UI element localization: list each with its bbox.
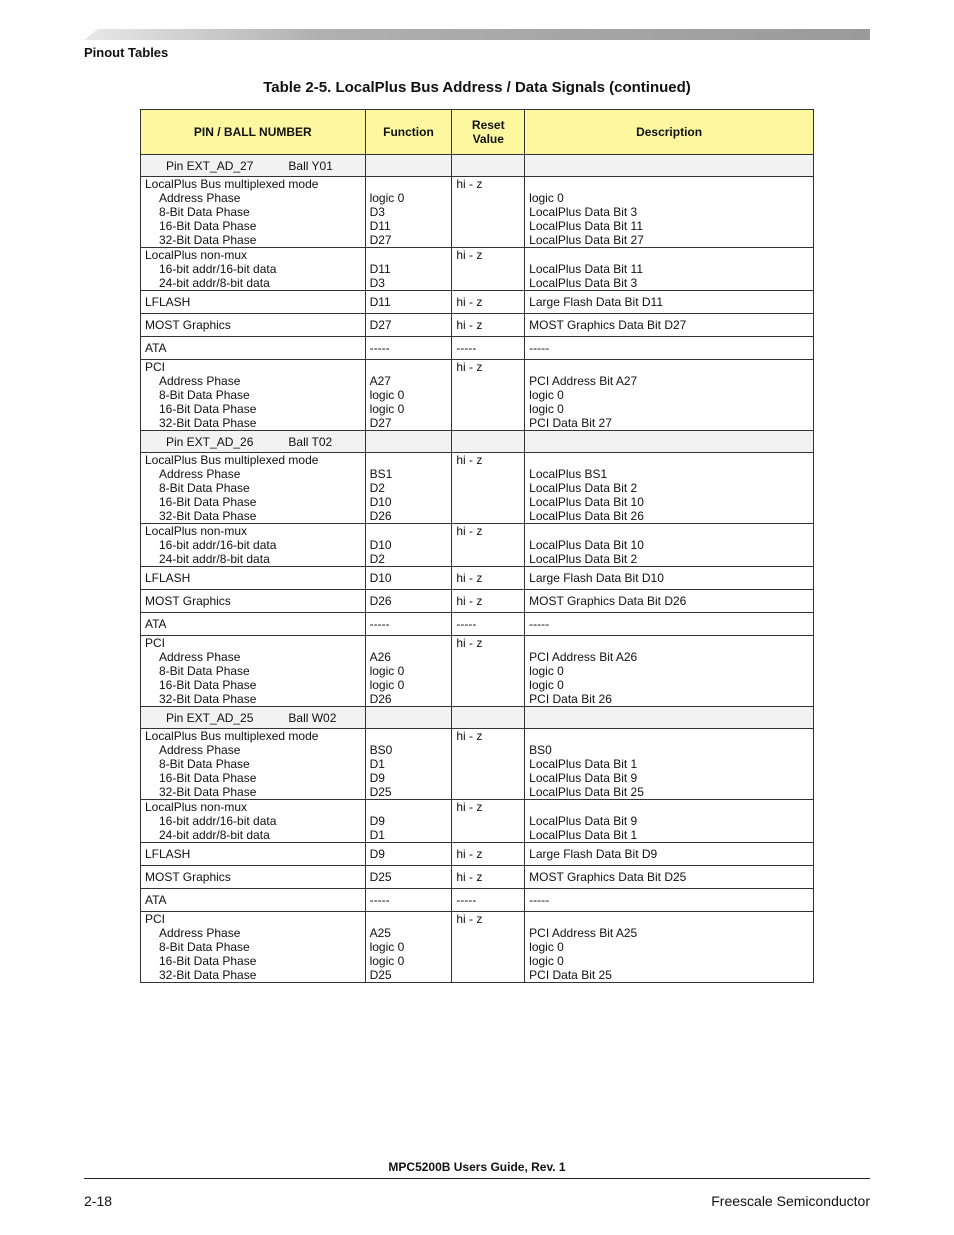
spacer <box>370 524 448 538</box>
description-text: LocalPlus Data Bit 25 <box>529 785 644 799</box>
mode-label: PCI <box>145 360 166 374</box>
mode-label: LocalPlus non-mux <box>145 800 248 814</box>
function-value: D26 <box>369 692 392 706</box>
footer-guide-title: MPC5200B Users Guide, Rev. 1 <box>388 1160 566 1174</box>
mode-label: PCI <box>145 636 166 650</box>
description-text: logic 0 <box>529 954 564 968</box>
table-caption: Table 2-5. LocalPlus Bus Address / Data Signals (continued) <box>263 79 691 96</box>
phase-label: 8-Bit Data Phase <box>159 205 250 219</box>
description-text: PCI Data Bit 26 <box>529 692 612 706</box>
function-value: D25 <box>369 870 392 884</box>
col-header-description: Description <box>525 110 814 155</box>
function-value: logic 0 <box>369 954 405 968</box>
mode-cell <box>141 590 366 613</box>
function-value: D26 <box>369 594 392 608</box>
mode-label: LFLASH <box>145 571 191 585</box>
table-row <box>141 177 814 248</box>
function-value: logic 0 <box>369 940 405 954</box>
table-row <box>141 248 814 291</box>
phase-label: Address Phase <box>159 926 241 940</box>
empty-cell <box>365 707 452 729</box>
reset-cell <box>452 360 525 431</box>
reset-cell <box>452 866 525 889</box>
footer-divider <box>84 1178 870 1179</box>
description-text: LocalPlus Data Bit 10 <box>529 495 644 509</box>
spacer <box>529 800 809 814</box>
description-text: BS0 <box>529 743 552 757</box>
pin-ball-cell <box>141 431 366 453</box>
header-bar <box>84 29 870 40</box>
function-value: logic 0 <box>369 664 405 678</box>
phase-label: 32-Bit Data Phase <box>159 233 257 247</box>
function-value: D3 <box>369 276 385 290</box>
reset-cell <box>452 889 525 912</box>
description-text: LocalPlus Data Bit 27 <box>529 233 644 247</box>
function-value: D25 <box>369 968 392 982</box>
empty-cell <box>525 707 814 729</box>
function-value: D10 <box>369 571 392 585</box>
function-cell <box>365 360 452 431</box>
description-cell <box>525 360 814 431</box>
function-cell <box>365 800 452 843</box>
description-cell <box>525 337 814 360</box>
reset-value: hi - z <box>456 360 483 374</box>
description-cell <box>525 866 814 889</box>
table-row <box>141 889 814 912</box>
function-value: D9 <box>369 814 385 828</box>
mode-cell <box>141 524 366 567</box>
spacer <box>370 912 448 926</box>
mode-label: LocalPlus Bus multiplexed mode <box>145 729 319 743</box>
description-text: logic 0 <box>529 402 564 416</box>
description-text: LocalPlus Data Bit 3 <box>529 205 638 219</box>
description-text: Large Flash Data Bit D10 <box>529 571 664 585</box>
phase-label: 32-Bit Data Phase <box>159 509 257 523</box>
reset-cell <box>452 912 525 983</box>
mode-cell <box>141 567 366 590</box>
reset-cell <box>452 524 525 567</box>
empty-cell <box>365 431 452 453</box>
mode-label: LocalPlus non-mux <box>145 248 248 262</box>
phase-label: 8-Bit Data Phase <box>159 940 250 954</box>
function-value: logic 0 <box>369 388 405 402</box>
description-cell <box>525 248 814 291</box>
mode-cell <box>141 800 366 843</box>
phase-label: 8-Bit Data Phase <box>159 481 250 495</box>
mode-cell <box>141 889 366 912</box>
table-row <box>141 590 814 613</box>
spacer <box>529 453 809 467</box>
function-value: D2 <box>369 552 385 566</box>
description-text: PCI Address Bit A25 <box>529 926 638 940</box>
mode-cell <box>141 613 366 636</box>
reset-value: hi - z <box>456 800 483 814</box>
spacer <box>529 177 809 191</box>
reset-value: hi - z <box>456 594 483 608</box>
empty-cell <box>525 155 814 177</box>
table-header-row <box>141 110 814 155</box>
mode-label: PCI <box>145 912 166 926</box>
function-cell <box>365 912 452 983</box>
phase-label: 32-Bit Data Phase <box>159 785 257 799</box>
description-text: ----- <box>529 893 550 907</box>
mode-label: ATA <box>145 893 167 907</box>
description-cell <box>525 453 814 524</box>
pin-header-row <box>141 431 814 453</box>
phase-label: 16-bit addr/16-bit data <box>159 814 277 828</box>
function-value: D27 <box>369 318 392 332</box>
mode-label: LFLASH <box>145 295 191 309</box>
table-row <box>141 843 814 866</box>
function-cell <box>365 291 452 314</box>
mode-cell <box>141 843 366 866</box>
description-text: LocalPlus Data Bit 1 <box>529 828 638 842</box>
function-cell <box>365 729 452 800</box>
reset-cell <box>452 613 525 636</box>
phase-label: Address Phase <box>159 374 241 388</box>
signals-table <box>140 109 814 983</box>
mode-label: LocalPlus non-mux <box>145 524 248 538</box>
description-text: PCI Address Bit A26 <box>529 650 638 664</box>
description-text: LocalPlus Data Bit 2 <box>529 552 638 566</box>
table-row <box>141 866 814 889</box>
reset-value: ----- <box>456 893 477 907</box>
description-cell <box>525 889 814 912</box>
description-text: LocalPlus Data Bit 11 <box>529 262 644 276</box>
function-value: D10 <box>369 495 392 509</box>
description-cell <box>525 291 814 314</box>
reset-value: hi - z <box>456 248 483 262</box>
pin-header-row <box>141 707 814 729</box>
mode-label: MOST Graphics <box>145 318 231 332</box>
empty-cell <box>452 431 525 453</box>
phase-label: 16-bit addr/16-bit data <box>159 262 277 276</box>
reset-value: ----- <box>456 341 477 355</box>
function-value: A25 <box>369 926 391 940</box>
description-cell <box>525 177 814 248</box>
empty-cell <box>365 155 452 177</box>
page-number: 2-18 <box>84 1193 113 1209</box>
reset-cell <box>452 177 525 248</box>
function-cell <box>365 337 452 360</box>
col-header-reset <box>452 110 525 155</box>
spacer <box>529 360 809 374</box>
description-text: Large Flash Data Bit D11 <box>529 295 664 309</box>
reset-value: ----- <box>456 617 477 631</box>
phase-label: Address Phase <box>159 743 241 757</box>
reset-value: hi - z <box>456 870 483 884</box>
description-text: PCI Data Bit 25 <box>529 968 612 982</box>
reset-cell <box>452 337 525 360</box>
ball-label: Ball W02 <box>288 710 337 725</box>
reset-cell <box>452 453 525 524</box>
col-header-reset-label: Reset Value <box>471 118 505 146</box>
function-value: logic 0 <box>369 191 405 205</box>
function-value: ----- <box>369 617 390 631</box>
spacer <box>370 248 448 262</box>
phase-label: Address Phase <box>159 650 241 664</box>
reset-value: hi - z <box>456 636 483 650</box>
empty-cell <box>452 707 525 729</box>
function-cell <box>365 866 452 889</box>
reset-value: hi - z <box>456 571 483 585</box>
mode-cell <box>141 912 366 983</box>
description-cell <box>525 590 814 613</box>
mode-cell <box>141 314 366 337</box>
spacer <box>370 453 448 467</box>
phase-label: 16-bit addr/16-bit data <box>159 538 277 552</box>
reset-value: hi - z <box>456 912 483 926</box>
function-value: D27 <box>369 416 392 430</box>
reset-value: hi - z <box>456 295 483 309</box>
reset-value: hi - z <box>456 453 483 467</box>
description-text: LocalPlus Data Bit 9 <box>529 771 638 785</box>
phase-label: 16-Bit Data Phase <box>159 495 257 509</box>
table-row <box>141 800 814 843</box>
description-cell <box>525 314 814 337</box>
phase-label: 32-Bit Data Phase <box>159 416 257 430</box>
description-text: PCI Data Bit 27 <box>529 416 612 430</box>
reset-value: hi - z <box>456 318 483 332</box>
ball-label: Ball Y01 <box>288 158 333 173</box>
table-row <box>141 360 814 431</box>
reset-cell <box>452 291 525 314</box>
pin-ball-cell <box>141 707 366 729</box>
function-value: A27 <box>369 374 391 388</box>
reset-value: hi - z <box>456 177 483 191</box>
function-cell <box>365 453 452 524</box>
spacer <box>529 729 809 743</box>
phase-label: 16-Bit Data Phase <box>159 219 257 233</box>
spacer <box>529 912 809 926</box>
description-text: logic 0 <box>529 678 564 692</box>
company-name: Freescale Semiconductor <box>711 1193 870 1209</box>
description-text: logic 0 <box>529 388 564 402</box>
description-text: LocalPlus BS1 <box>529 467 608 481</box>
description-cell <box>525 800 814 843</box>
function-value: A26 <box>369 650 391 664</box>
function-value: logic 0 <box>369 402 405 416</box>
spacer <box>370 636 448 650</box>
table-row <box>141 912 814 983</box>
mode-label: LocalPlus Bus multiplexed mode <box>145 453 319 467</box>
table-row <box>141 337 814 360</box>
reset-cell <box>452 567 525 590</box>
phase-label: 24-bit addr/8-bit data <box>159 552 270 566</box>
function-value: D3 <box>369 205 385 219</box>
description-cell <box>525 729 814 800</box>
phase-label: 16-Bit Data Phase <box>159 954 257 968</box>
description-text: PCI Address Bit A27 <box>529 374 638 388</box>
description-text: Large Flash Data Bit D9 <box>529 847 658 861</box>
description-text: ----- <box>529 617 550 631</box>
description-text: logic 0 <box>529 191 564 205</box>
table-row <box>141 453 814 524</box>
phase-label: 16-Bit Data Phase <box>159 402 257 416</box>
mode-label: MOST Graphics <box>145 870 231 884</box>
col-header-function: Function <box>365 110 452 155</box>
description-text: ----- <box>529 341 550 355</box>
description-cell <box>525 843 814 866</box>
table-row <box>141 567 814 590</box>
description-cell <box>525 567 814 590</box>
description-text: LocalPlus Data Bit 11 <box>529 219 644 233</box>
function-value: ----- <box>369 341 390 355</box>
mode-cell <box>141 337 366 360</box>
description-cell <box>525 613 814 636</box>
phase-label: 32-Bit Data Phase <box>159 968 257 982</box>
description-cell <box>525 912 814 983</box>
description-text: logic 0 <box>529 940 564 954</box>
reset-cell <box>452 314 525 337</box>
function-cell <box>365 590 452 613</box>
pin-header-row <box>141 155 814 177</box>
mode-cell <box>141 177 366 248</box>
function-value: D11 <box>369 219 391 233</box>
pin-label: Pin EXT_AD_25 <box>166 710 254 725</box>
reset-cell <box>452 843 525 866</box>
table-row <box>141 524 814 567</box>
function-value: ----- <box>369 893 390 907</box>
function-cell <box>365 177 452 248</box>
phase-label: 32-Bit Data Phase <box>159 692 257 706</box>
function-cell <box>365 843 452 866</box>
spacer <box>529 248 809 262</box>
function-value: D27 <box>369 233 392 247</box>
mode-label: MOST Graphics <box>145 594 231 608</box>
reset-cell <box>452 636 525 707</box>
function-value: D9 <box>369 771 385 785</box>
function-cell <box>365 613 452 636</box>
function-cell <box>365 314 452 337</box>
phase-label: 8-Bit Data Phase <box>159 757 250 771</box>
reset-cell <box>452 248 525 291</box>
reset-cell <box>452 800 525 843</box>
table-row <box>141 729 814 800</box>
reset-cell <box>452 729 525 800</box>
mode-label: ATA <box>145 341 167 355</box>
mode-cell <box>141 729 366 800</box>
description-text: LocalPlus Data Bit 2 <box>529 481 638 495</box>
table-row <box>141 636 814 707</box>
table-row <box>141 314 814 337</box>
reset-value: hi - z <box>456 847 483 861</box>
description-cell <box>525 524 814 567</box>
mode-cell <box>141 866 366 889</box>
phase-label: 8-Bit Data Phase <box>159 388 250 402</box>
phase-label: Address Phase <box>159 467 241 481</box>
spacer <box>529 636 809 650</box>
mode-cell <box>141 453 366 524</box>
col-header-pin: PIN / BALL NUMBER <box>141 110 366 155</box>
function-cell <box>365 524 452 567</box>
description-cell <box>525 636 814 707</box>
mode-cell <box>141 248 366 291</box>
reset-value: hi - z <box>456 524 483 538</box>
description-text: LocalPlus Data Bit 10 <box>529 538 644 552</box>
function-value: D10 <box>369 538 392 552</box>
section-title: Pinout Tables <box>84 45 169 60</box>
description-text: MOST Graphics Data Bit D25 <box>529 870 687 884</box>
ball-label: Ball T02 <box>288 434 333 449</box>
function-value: D11 <box>369 295 391 309</box>
function-value: BS0 <box>369 743 393 757</box>
description-text: LocalPlus Data Bit 3 <box>529 276 638 290</box>
reset-value: hi - z <box>456 729 483 743</box>
spacer <box>370 360 448 374</box>
function-value: D2 <box>369 481 385 495</box>
mode-label: LFLASH <box>145 847 191 861</box>
pin-label: Pin EXT_AD_26 <box>166 434 254 449</box>
pin-label: Pin EXT_AD_27 <box>166 158 254 173</box>
function-value: BS1 <box>369 467 393 481</box>
description-text: LocalPlus Data Bit 9 <box>529 814 638 828</box>
mode-cell <box>141 636 366 707</box>
description-text: logic 0 <box>529 664 564 678</box>
phase-label: 16-Bit Data Phase <box>159 771 257 785</box>
description-text: MOST Graphics Data Bit D26 <box>529 594 687 608</box>
spacer <box>370 800 448 814</box>
mode-cell <box>141 360 366 431</box>
function-value: logic 0 <box>369 678 405 692</box>
empty-cell <box>525 431 814 453</box>
function-value: D11 <box>369 262 391 276</box>
table-row <box>141 291 814 314</box>
pin-ball-cell <box>141 155 366 177</box>
function-value: D9 <box>369 847 385 861</box>
function-value: D1 <box>369 828 385 842</box>
reset-cell <box>452 590 525 613</box>
function-cell <box>365 636 452 707</box>
spacer <box>370 177 448 191</box>
description-text: LocalPlus Data Bit 1 <box>529 757 638 771</box>
empty-cell <box>452 155 525 177</box>
mode-cell <box>141 291 366 314</box>
description-text: MOST Graphics Data Bit D27 <box>529 318 687 332</box>
spacer <box>370 729 448 743</box>
phase-label: Address Phase <box>159 191 241 205</box>
phase-label: 8-Bit Data Phase <box>159 664 250 678</box>
phase-label: 24-bit addr/8-bit data <box>159 828 270 842</box>
function-value: D25 <box>369 785 392 799</box>
function-value: D1 <box>369 757 385 771</box>
table-row <box>141 613 814 636</box>
function-cell <box>365 567 452 590</box>
mode-label: ATA <box>145 617 167 631</box>
phase-label: 16-Bit Data Phase <box>159 678 257 692</box>
description-text: LocalPlus Data Bit 26 <box>529 509 644 523</box>
mode-label: LocalPlus Bus multiplexed mode <box>145 177 319 191</box>
phase-label: 24-bit addr/8-bit data <box>159 276 270 290</box>
function-cell <box>365 889 452 912</box>
function-cell <box>365 248 452 291</box>
spacer <box>529 524 809 538</box>
function-value: D26 <box>369 509 392 523</box>
